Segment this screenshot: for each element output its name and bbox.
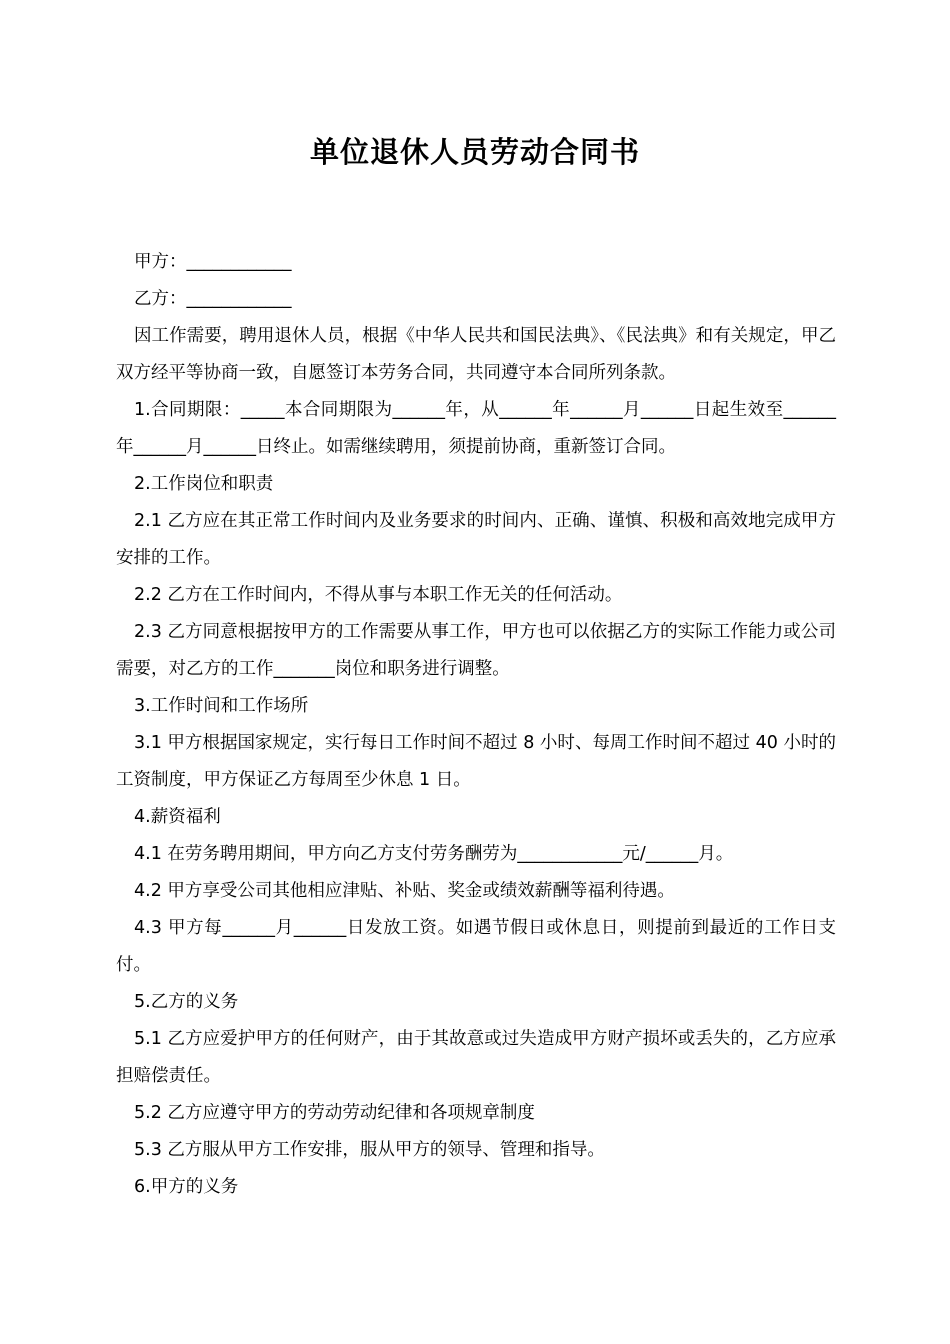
section-6-heading: 6.甲方的义务	[134, 1177, 239, 1197]
clause-4-2: 4.2 甲方享受公司其他相应津贴、补贴、奖金或绩效薪酬等福利待遇。	[134, 881, 675, 901]
clause-2-3: 2.3 乙方同意根据按甲方的工作需要从事工作，甲方也可以依据乙方的实际工作能力或公司需要，对乙方的工作_______岗位和职务进行调整。	[116, 622, 836, 679]
section-5-heading: 5.乙方的义务	[134, 992, 239, 1012]
clause-1-term: 1.合同期限：_____本合同期限为______年，从______年______月______日起生效至______年______月______日终止。如需继续聘用，须提前协商，重新签订合同。	[116, 400, 836, 457]
section-3-heading: 3.工作时间和工作场所	[134, 696, 309, 716]
party-b-line: 乙方：____________	[134, 289, 292, 309]
clause-5-2: 5.2 乙方应遵守甲方的劳动劳动纪律和各项规章制度	[134, 1103, 535, 1123]
clause-4-1: 4.1 在劳务聘用期间，甲方向乙方支付劳务酬劳为____________元/______月。	[134, 844, 734, 864]
clause-2-1: 2.1 乙方应在其正常工作时间内及业务要求的时间内、正确、谨慎、积极和高效地完成甲方安排的工作。	[116, 511, 836, 568]
document-title: 单位退休人员劳动合同书	[309, 135, 640, 169]
party-a-line: 甲方：____________	[134, 252, 292, 272]
clause-5-1: 5.1 乙方应爱护甲方的任何财产，由于其故意或过失造成甲方财产损坏或丢失的，乙方应承担赔偿责任。	[116, 1029, 836, 1086]
preamble-paragraph: 因工作需要，聘用退休人员，根据《中华人民共和国民法典》、《民法典》和有关规定，甲乙双方经平等协商一致，自愿签订本劳务合同，共同遵守本合同所列条款。	[116, 326, 836, 383]
document-body	[116, 244, 836, 1206]
section-4-heading: 4.薪资福利	[134, 807, 221, 827]
clause-5-3: 5.3 乙方服从甲方工作安排，服从甲方的领导、管理和指导。	[134, 1140, 605, 1160]
section-2-heading: 2.工作岗位和职责	[134, 474, 274, 494]
clause-3-1: 3.1 甲方根据国家规定，实行每日工作时间不超过 8 小时、每周工作时间不超过 40 小时的工资制度，甲方保证乙方每周至少休息 1 日。	[116, 733, 836, 790]
clause-2-2: 2.2 乙方在工作时间内，不得从事与本职工作无关的任何活动。	[134, 585, 623, 605]
clause-4-3: 4.3 甲方每______月______日发放工资。如遇节假日或休息日，则提前到最近的工作日支付。	[116, 918, 836, 975]
